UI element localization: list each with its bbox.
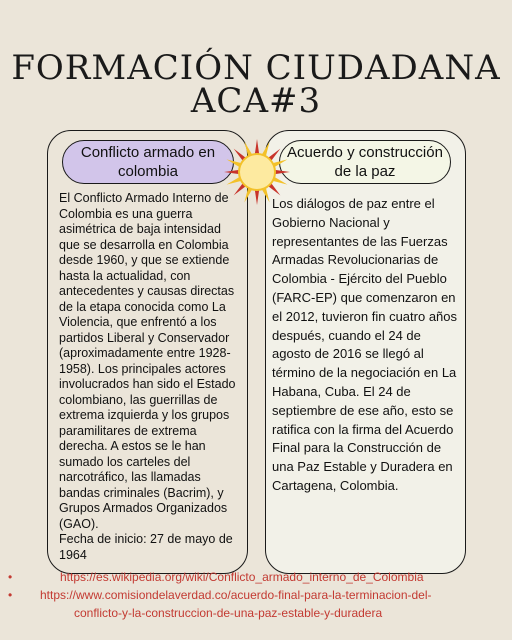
bullet: • [8,570,13,584]
sun-ray [255,139,259,154]
source-link[interactable]: https://www.comisiondelaverdad.co/acuerdo-final-para-la-terminacion-del- [40,588,432,602]
sources-list [0,568,512,622]
right-card-body: Los diálogos de paz entre el Gobierno Nacional y representantes de las Fuerzas Armadas Revolucionarias de Colombia - Ejército del Pueblo (FARC-EP) que comenzaron en el 2012, tuvieron fin cuatro años después, cuando el 24 de agosto de 2016 se llegó al término de la negociación en La Habana, Cuba. El 24 de septiembre de ese año, esto se ratifica con la firma del Acuerdo Final para la Construcción de una Paz Estable y Duradera en Cartagena, Colombia. [272,196,458,493]
sun-ray [224,170,239,174]
sun-ray [255,190,259,205]
left-card-body [59,191,241,563]
sun-ray [275,170,290,174]
right-card-heading: Acuerdo y construcción de la paz [279,140,451,184]
source-link[interactable]: https://es.wikipedia.org/wiki/Conflicto_armado_interno_de_Colombia [60,570,424,584]
source-item[interactable] [0,586,512,622]
sun-burst-icon [222,137,292,207]
page-title: FORMACIÓN CIUDADANA [11,48,501,88]
page-subtitle: ACA#3 [190,81,322,121]
sun-core [239,154,275,190]
conflict-description: El Conflicto Armado Interno de Colombia es una guerra asimétrica de baja intensidad que se desarrolla en Colombia desde 1960, y que se extiende hasta la actualidad, con antecedentes y causas directas de la etapa conocida como La Violencia, que enfrentó a los partidos Liberal y Conservador (aproximadamente entre 1928-1958). Los principales actores involucrados han sido el Estado colombiano, las guerrillas de extrema izquierda y los grupos paramilitares de extrema derecha. A estos se le han sumado los carteles del narcotráfico, las llamadas bandas criminales (Bacrim), y Grupos Armados Organizados (GAO). [59,191,236,531]
source-item[interactable] [0,568,512,586]
bullet: • [8,588,13,602]
left-card-heading: Conflicto armado en colombia [62,140,234,184]
source-link-continuation[interactable]: conflicto-y-la-construccion-de-una-paz-estable-y-duradera [74,606,383,620]
conflict-start-date: Fecha de inicio: 27 de mayo de 1964 [59,532,233,562]
